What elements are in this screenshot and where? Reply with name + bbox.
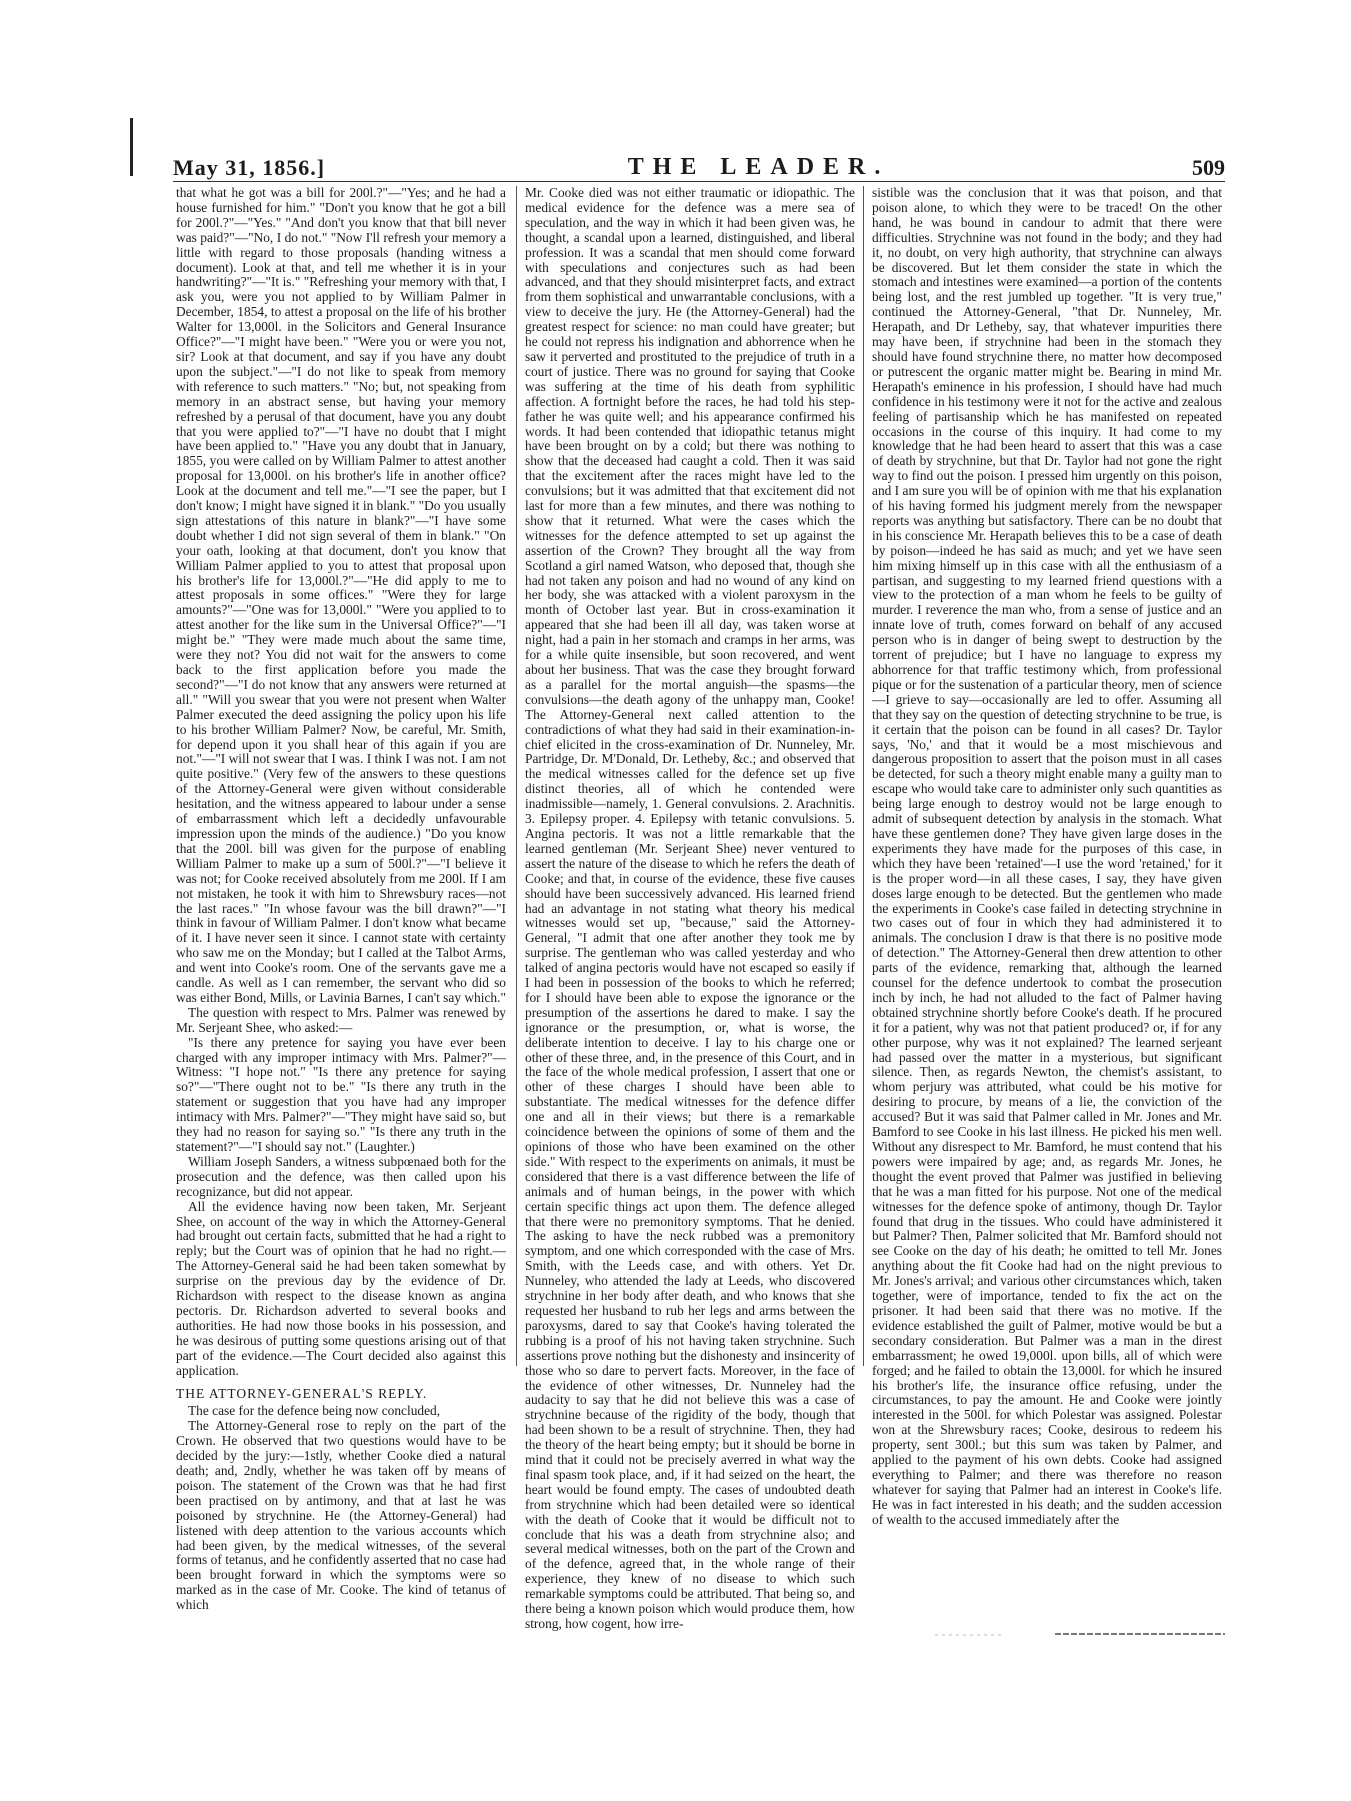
binding-edge-rule <box>130 118 133 176</box>
paragraph: William Joseph Sanders, a witness subpœnaed both for the prosecution and the defence, was then called upon his recognizance, but did not appear. <box>176 1153 506 1199</box>
paragraph: sistible was the conclusion that it was that poison, and that poison alone, to which they were to be traced! On the other hand, he was bound in candour to admit that there were difficulties. Strychnine was not found in the body; and they had it, no doubt, on very high authority, that strychnine can always be discovered. But let them consider the state in which the stomach and intestines were examined—a portion of the contents being lost, and the rest jumbled up together. "It is very true," continued the Attorney-General, "that Dr. Nunneley, Mr. Herapath, and Dr Letheby, say, that whatever impurities there may have been, if strychnine had been in the stomach they should have found strychnine there, no matter how decomposed or putrescent the organic matter might be. Bearing in mind Mr. Herapath's eminence in his profession, I should have had much confidence in his testimony were it not for the active and zealous feeling of partisanship which he has manifested on repeated occasions in the course of this inquiry. It had come to my knowledge that he had been heard to assert that this was a case of death by strychnine, but that Dr. Taylor had not gone the right way to find out the poison. I pressed him urgently on this poison, and I am sure you will be of opinion with me that his explanation of his having formed his judgment merely from the newspaper reports was anything but satisfactory. There can be no doubt that in his conscience Mr. Herapath believes this to be a case of death by poison—indeed he has said as much; and yet we have seen him mixing himself up in this case with all the enthusiasm of a partisan, and suggesting to my learned friend questions with a view to the protection of a man whom he feels to be guilty of murder. I reverence the man who, from a sense of justice and an innate love of truth, comes forward on behalf of any accused person who is in danger of being swept to destruction by the torrent of prejudice; but I have no language to express my abhorrence for that traffic testimony which, from professional pique or for the sustenation of a particular theory, men of science—I grieve to say—occasionally are led to offer. Assuming all that they say on the question of detecting strychnine to be true, is it certain that the poison can be found in all cases? Dr. Taylor says, 'No,' and that it would be a most mischievous and dangerous proposition to assert that the poison must in all cases be detected, for such a theory might enable many a guilty man to escape who would take care to administer only such quantities as being large enough to destroy would not be large enough to admit of subsequent detection by analysis in the stomach. What have these gentlemen done? They have given large doses in the experiments they have made for the purposes of this case, in which they have been 'retained'—I use the word 'retained,' for it is the proper word—in all these cases, I say, they have given doses large enough to be detected. But the gentlemen who made the experiments in Cooke's case failed in detecting strychnine in two cases out of four in which they had administered it to animals. The conclusion I draw is that there is no positive mode of detection." The Attorney-General then drew attention to other parts of the evidence, remarking that, although the learned counsel for the defence undertook to combat the prosecution inch by inch, he had not alluded to the fact of Palmer having obtained strychnine shortly before Cooke's death. If he procured it for a patient, why was not that patient produced? or, if for any other purpose, why was it not explained? The learned serjeant had passed over the matter in a mysterious, but significant silence. Then, as regards Newton, the chemist's assistant, to whom perjury was attributed, what could be his motive for desiring to procure, by means of a lie, the conviction of the accused? But it was said that Palmer called in Mr. Jones and Mr. Bamford to see Cooke in his last illness. He picked his men well. Without any disrespect to Mr. Bamford, he must contend that his powers were impaired by age; and, as regards Mr. Jones, he thought the event proved that Palmer was justified in believing that he was a man fitted for his purpose. Not one of the medical witnesses for the defence spoke of antimony, though Dr. Taylor found that drug in the tissues. Who could have administered it but Palmer? Then, Palmer solicited that Mr. Bamford should not see Cooke on the day of his death; he omitted to tell Mr. Jones anything about the fit Cooke had had on the night previous to Mr. Jones's arrival; and various other circumstances which, taken together, were of importance, tended to fix the act on the prisoner. It had been said that there was no motive. If the evidence established the guilt of Palmer, motive would be but a secondary consideration. But Palmer was a man in the direst embarrassment; he owed 19,000l. upon bills, all of which were forged; and he failed to obtain the 13,000l. for which he insured his brother's life, the insurance office refusing, under the circumstances, to pay the amount. He and Cooke were jointly interested in the 500l. for which Polestar was assigned. Polestar won at the Shrewsbury races; Cooke, desirous to redeem his property, sent 300l.; but this sum was taken by Palmer, and applied to the payment of his own debts. Cooke had assigned everything to Palmer; and there was therefore no reason whatever for saying that Palmer had an interest in Cooke's life. He was in fact interested in his death; and the sudden accession of wealth to the accused immediately after the <box>872 185 1222 1527</box>
issue-date: May 31, 1856.] <box>173 155 326 180</box>
masthead <box>173 151 1225 182</box>
paragraph: "Is there any pretence for saying you have ever been charged with any improper intimacy with Mrs. Palmer?"—Witness: "I hope not." "Is there any pretence for saying so?"—"There ought not to be." "Is there any truth in the statement or suggestion that you have had any improper intimacy with Mrs. Palmer?"—"They might have said so, but they had no reason for saying so." "Is there any truth in the statement?"—"I should say not." (Laughter.) <box>176 1034 506 1154</box>
column-3 <box>872 185 1222 1527</box>
newspaper-title: THE LEADER. <box>627 154 890 180</box>
paragraph: that what he got was a bill for 200l.?"—"Yes; and he had a house furnished for him." "Don't you know that he got a bill for 200l.?"—"Yes." "And don't you know that that bill never was paid?"—"No, I do not." "Now I'll refresh your memory a little with regard to those proposals (handing witness a document). Look at that, and tell me whether it is in your handwriting?"—"It is." "Refreshing your memory with that, I ask you, were you not applied to by William Palmer in December, 1854, to attest a proposal on the life of his brother Walter for 13,000l. in the Solicitors and General Insurance Office?"—"I might have been." "Were you or were you not, sir? Look at that document, and say if you have any doubt upon the subject."—"I do not like to speak from memory with reference to such matters." "No; but, not speaking from memory in an abstract sense, but having your memory refreshed by a perusal of that document, have you any doubt that you were applied to?"—"I have no doubt that I might have been applied to." "Have you any doubt that in January, 1855, you were called on by William Palmer to attest another proposal for 13,000l. on his brother's life in another office? Look at the document and tell me."—"I see the paper, but I don't know; I might have signed it in blank." "Do you usually sign attestations of this nature in blank?"—"I have some doubt whether I did not sign several of them in blank." "On your oath, looking at that document, don't you know that William Palmer applied to you to attest that proposal upon his brother's life for 13,000l.?"—"He did apply to me to attest proposals in some offices." "Were they for large amounts?"—"One was for 13,000l." "Were you applied to to attest another for the like sum in the Universal Office?"—"I might be." "They were made much about the same time, were they not? You did not wait for the answers to come back to the first application before you made the second?"—"I do not know that any answers were returned at all." "Will you swear that you were not present when Walter Palmer executed the deed assigning the policy upon his life to his brother William Palmer? Now, be careful, Mr. Smith, for depend upon it you shall hear of this again if you are not."—"I will not swear that I was. I think I was not. I am not quite positive." (Very few of the answers to these questions of the Attorney-General were given without considerable hesitation, and the witness appeared to labour under a sense of embarrassment which left a decidedly unfavourable impression upon the minds of the audience.) "Do you know that the 200l. bill was given for the purpose of enabling William Palmer to make up a sum of 500l.?"—"I believe it was not; for Cooke received absolutely from me 200l. If I am not mistaken, he took it with him to Shrewsbury races—not the last races." "In whose favour was the bill drawn?"—"I think in favour of William Palmer. I don't know what became of it. I have never seen it since. I cannot state with certainty who saw me on the Monday; but I called at the Talbot Arms, and went into Cooke's room. One of the servants gave me a candle. As well as I can remember, the servant who did so was either Bond, Mills, or Lavinia Barnes, I can't say which." <box>176 185 506 1005</box>
column-divider <box>516 186 517 1366</box>
paragraph: Mr. Cooke died was not either traumatic or idiopathic. The medical evidence for the defence was a mere sea of speculation, and the way in which it had been given was, he thought, a scandal upon a learned, distinguished, and liberal profession. It was a scandal that men should come forward with speculations and conjectures such as had been advanced, and that they should misinterpret facts, and extract from them sophistical and unwarrantable conclusions, with a view to deceive the jury. He (the Attorney-General) had the greatest respect for science: no man could have greater; but he could not repress his indignation and abhorrence when he saw it perverted and prostituted to the prejudice of truth in a court of justice. There was no ground for saying that Cooke was suffering at the time of his death from syphilitic affection. A fortnight before the races, he had told his step-father he was quite well; and his appearance confirmed his words. It had been contended that idiopathic tetanus might have been brought on by a cold; but there was nothing to show that the deceased had caught a cold. Then it was said that the excitement after the races might have led to the convulsions; but it was admitted that that excitement did not last for more than a few minutes, and there was nothing to show that it returned. What were the cases which the witnesses for the defence attempted to set up against the assertion of the Crown? They brought all the way from Scotland a girl named Watson, who deposed that, though she had not taken any poison and had no wound of any kind on her body, she was attacked with a violent paroxysm in the month of October last year. But in cross-examination it appeared that she had been ill all day, was taken worse at night, had a pain in her stomach and cramps in her arms, was for a while quite insensible, but soon recovered, and went about her business. That was the case they brought forward as a parallel for the mortal anguish—the spasms—the convulsions—the death agony of the unhappy man, Cooke! The Attorney-General next called attention to the contradictions of what they had said in their examination-in-chief elicited in the cross-examination of Dr. Nunneley, Mr. Partridge, Dr. M'Donald, Dr. Letheby, &c.; and observed that the medical witnesses called for the defence set up five distinct theories, all of which he contended were inadmissible—namely, 1. General convulsions. 2. Arachnitis. 3. Epilepsy proper. 4. Epilepsy with tetanic convulsions. 5. Angina pectoris. It was not a little remarkable that the learned gentleman (Mr. Serjeant Shee) never ventured to assert the nature of the disease to which he refers the death of Cooke; and that, in course of the evidence, these five causes should have been successively advanced. His learned friend had an advantage in not stating what theory his medical witnesses would set up, "because," said the Attorney-General, "I admit that one after another they took me by surprise. The gentleman who was called yesterday and who talked of angina pectoris would have not escaped so easily if I had been in possession of the books to which he referred; for I should have been able to expose the ignorance or the presumption of the assertions he dared to make. I say the ignorance or the presumption, or, what is worse, the deliberate intention to deceive. I lay to his charge one or other of these three, and, in the presence of this Court, and in the face of the whole medical profession, I assert that one or other of these charges I should have been able to substantiate. The medical witnesses for the defence differ one and all in their views; but there is a remarkable coincidence between the opinions of some of them and the opinions of those who have been examined on the other side." With respect to the experiments on animals, it must be considered that there is a vast difference between the life of animals and of human beings, in the power with which certain specific things act upon them. The defence alleged that there were no premonitory symptoms. That he denied. The asking to have the neck rubbed was a premonitory symptom, and one which corresponded with the case of Mrs. Smith, with the Leeds case, and with others. Yet Dr. Nunneley, who attended the lady at Leeds, who discovered strychnine in her body after death, and who knows that she requested her husband to rub her legs and arms between the paroxysms, dared to say that Cooke's having tolerated the rubbing is a proof of his not having taken strychnine. Such assertions prove nothing but the dishonesty and insincerity of those who so dare to pervert facts. Moreover, in the face of the evidence of other witnesses, Dr. Nunneley had the audacity to say that he did not believe this was a case of strychnine because of the rigidity of the body, though that had been shown to be a result of strychnine. Then, they had the theory of the heart being empty; but it should be borne in mind that it could not be precisely averred in what way the final spasm took place, and, if it had seized on the heart, the heart would be found empty. The cases of undoubted death from strychnine which had been detailed were so identical with the death of Cooke that it would be difficult not to conclude that his was a death from strychnine also; and several medical witnesses, both on the part of the Crown and of the defence, agreed that, in the whole range of their experience, they knew of no disease to which such remarkable symptoms could be attributed. That being so, and there being a known poison which would produce them, how strong, how cogent, how irre- <box>525 185 855 1631</box>
column-divider <box>863 186 864 1366</box>
section-heading: THE ATTORNEY-GENERAL'S REPLY. <box>176 1385 428 1401</box>
paragraph: All the evidence having now been taken, Mr. Serjeant Shee, on account of the way in which the Attorney-General had brought out certain facts, submitted that he had a right to reply; but the Court was of opinion that he had no right.—The Attorney-General said he had been taken somewhat by surprise on the previous day by the evidence of Dr. Richardson with respect to the disease known as angina pectoris. Dr. Richardson adverted to several books and authorities. He had now those books in his possession, and he was desirous of putting some questions arising out of that part of the evidence.—The Court decided also against this application. <box>176 1198 506 1378</box>
column-2 <box>525 185 855 1631</box>
column-1 <box>176 185 506 1613</box>
paragraph: The case for the defence being now concluded, <box>188 1403 441 1419</box>
page-number: 509 <box>1191 155 1225 180</box>
print-smudge <box>935 1630 1225 1638</box>
paragraph: The question with respect to Mrs. Palmer was renewed by Mr. Serjeant Shee, who asked:— <box>176 1004 506 1035</box>
paragraph: The Attorney-General rose to reply on the part of the Crown. He observed that two questions would have to be decided by the jury:—1stly, whether Cooke died a natural death; and, 2ndly, whether he was taken off by means of poison. The statement of the Crown was that he had first been practised on by antimony, and that at last he was poisoned by strychnine. He (the Attorney-General) had listened with deep attention to the various accounts which had been given, by the medical witnesses, of the several forms of tetanus, and he confidently asserted that no case had been brought forward in which the symptoms were so marked as in the case of Mr. Cooke. The kind of tetanus of which <box>176 1418 506 1613</box>
